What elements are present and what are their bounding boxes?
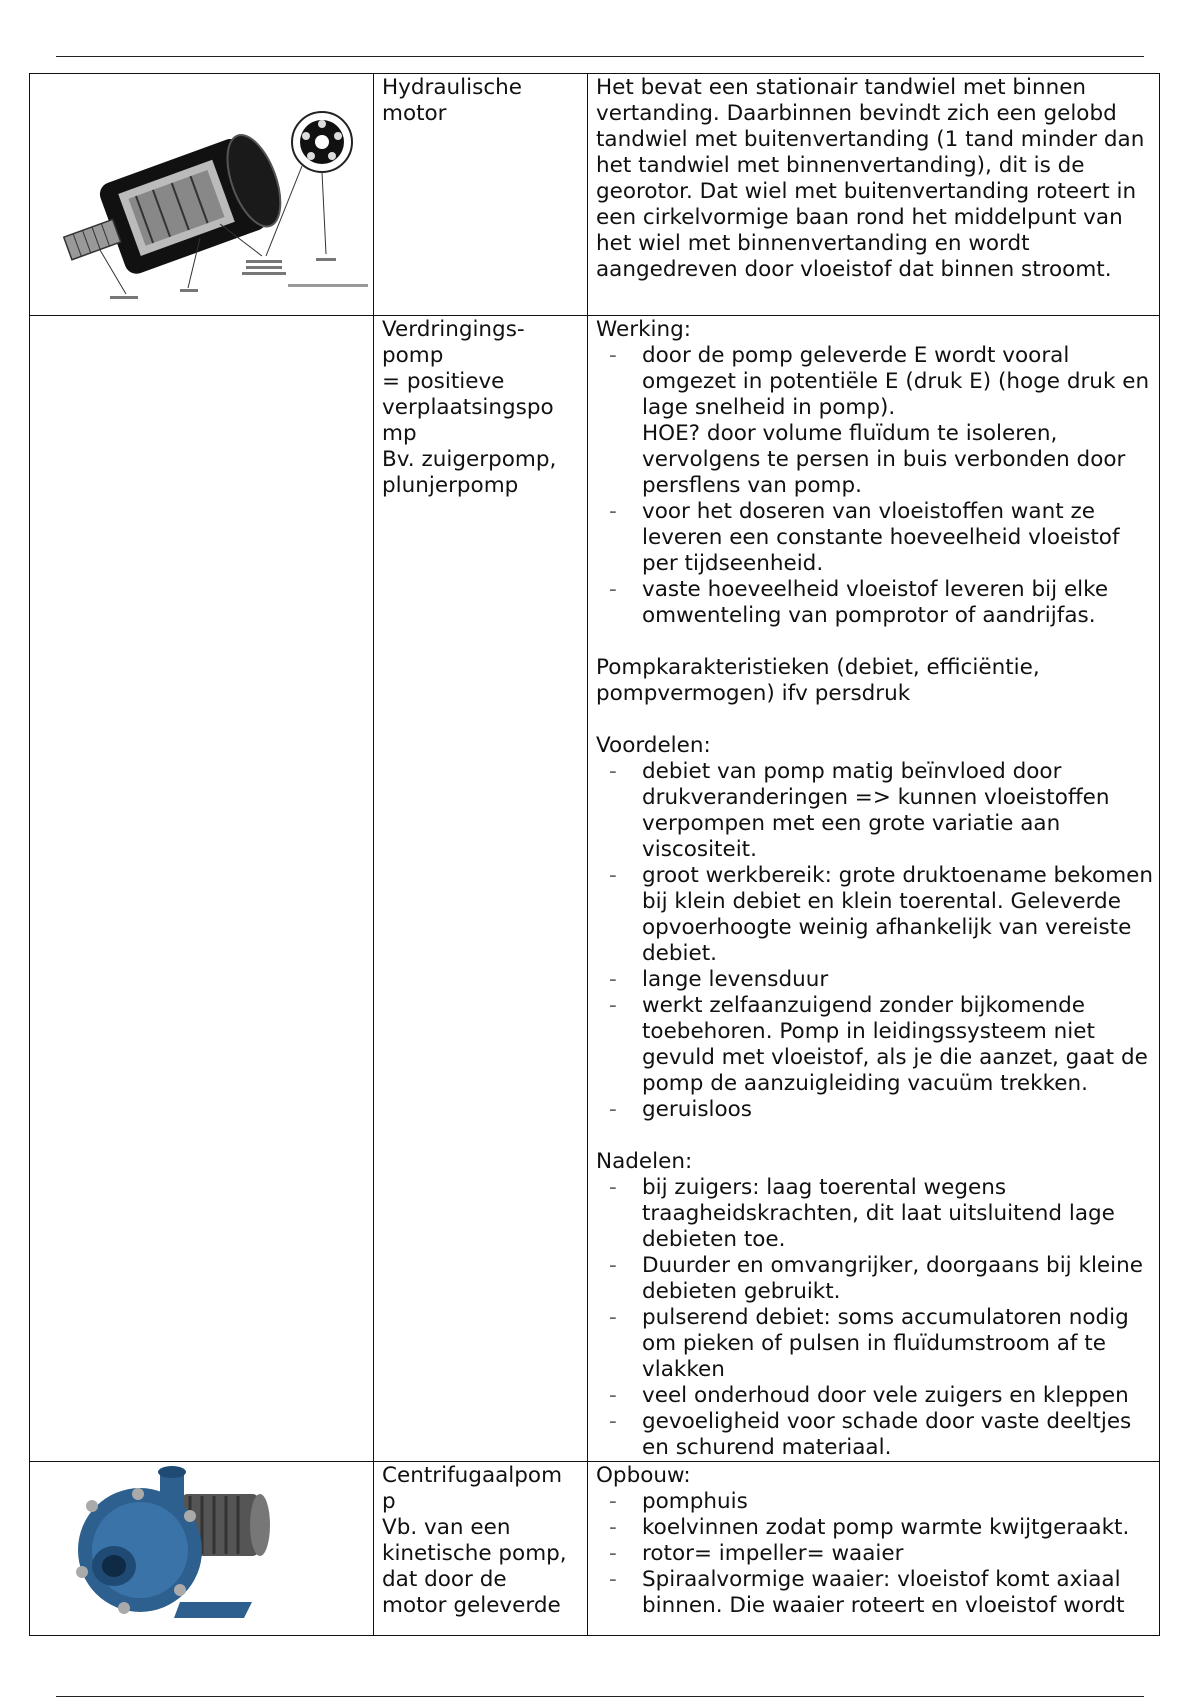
list-item: - pomphuis	[596, 1489, 1155, 1515]
centrifugal-pump-photo	[30, 1462, 374, 1628]
list-item: - Spiraalvormige waaier: vloeistof komt axiaal binnen. Die waaier roteert en vloeistof wordt	[596, 1567, 1155, 1619]
displacement-pump-name-cell	[374, 316, 588, 1462]
hydraulic-motor-description-cell	[588, 74, 1160, 316]
list-item: - bij zuigers: laag toerental wegens traagheidskrachten, dit laat uitsluitend lage debieten toe.	[596, 1175, 1155, 1253]
pump-name: Hydraulische motor	[382, 75, 523, 126]
pump-table	[29, 73, 1160, 1636]
footer-rule	[56, 1696, 1144, 1697]
hydraulic-motor-image-cell	[30, 74, 374, 316]
list-item: - groot werkbereik: grote druktoename bekomen bij klein debiet en klein toerental. Geleverde opvoerhoogte weinig afhankelijk van vereiste debiet.	[596, 863, 1155, 967]
voordelen-list	[596, 759, 1155, 1123]
centrifugal-pump-description-cell	[588, 1462, 1160, 1636]
werking-list	[596, 343, 1155, 629]
list-item: - veel onderhoud door vele zuigers en kleppen	[596, 1383, 1155, 1409]
displacement-pump-image-cell	[30, 316, 374, 1462]
header-rule	[56, 56, 1144, 57]
table-row	[30, 316, 1160, 1462]
list-item: - door de pomp geleverde E wordt vooral omgezet in potentiële E (druk E) (hoge druk en lage snelheid in pomp). HOE? door volume fluïdum te isoleren, vervolgens te persen in buis verbonden door persflens van pomp.	[596, 343, 1155, 499]
voordelen-label: Voordelen:	[596, 733, 711, 758]
list-item: - voor het doseren van vloeistoffen want ze leveren een constante hoeveelheid vloeistof per tijdseenheid.	[596, 499, 1155, 577]
table-row	[30, 74, 1160, 316]
table-row	[30, 1462, 1160, 1636]
pump-name: Centrifugaalpom p Vb. van een kinetische pomp, dat door de motor geleverde	[382, 1463, 567, 1618]
list-item: - debiet van pomp matig beïnvloed door drukveranderingen => kunnen vloeistoffen verpompen met een grote variatie aan viscositeit.	[596, 759, 1155, 863]
pump-name: Verdringings- pomp = positieve verplaatsingspo mp Bv. zuigerpomp, plunjerpomp	[382, 317, 557, 498]
list-item: - vaste hoeveelheid vloeistof leveren bij elke omwenteling van pomprotor of aandrijfas.	[596, 577, 1155, 629]
werking-label: Werking:	[596, 317, 692, 342]
list-item: - rotor= impeller= waaier	[596, 1541, 1155, 1567]
hydraulic-motor-diagram	[30, 74, 374, 308]
centrifugal-pump-name-cell	[374, 1462, 588, 1636]
description-text: Het bevat een stationair tandwiel met binnen vertanding. Daarbinnen bevindt zich een gelobd tandwiel met buitenvertanding (1 tand minder dan het tandwiel met binnenvertanding), dit is de georotor. Dat wiel met buitenvertanding roteert in een cirkelvormige baan rond het middelpunt van het wiel met binnenvertanding en wordt aangedreven door vloeistof dat binnen stroomt.	[596, 75, 1145, 282]
list-item: - pulserend debiet: soms accumulatoren nodig om pieken of pulsen in fluïdumstroom af te vlakken	[596, 1305, 1155, 1383]
nadelen-list	[596, 1175, 1155, 1461]
karakteristieken-text: Pompkarakteristieken (debiet, efficiëntie, pompvermogen) ifv persdruk	[596, 655, 1040, 706]
list-item: - werkt zelfaanzuigend zonder bijkomende toebehoren. Pomp in leidingssysteem niet gevuld met vloeistof, als je die aanzet, gaat de pomp de aanzuigleiding vacuüm trekken.	[596, 993, 1155, 1097]
opbouw-label: Opbouw:	[596, 1463, 691, 1488]
list-item: - Duurder en omvangrijker, doorgaans bij kleine debieten gebruikt.	[596, 1253, 1155, 1305]
displacement-pump-description-cell	[588, 316, 1160, 1462]
hydraulic-motor-name-cell	[374, 74, 588, 316]
list-item: - lange levensduur	[596, 967, 1155, 993]
list-item: - gevoeligheid voor schade door vaste deeltjes en schurend materiaal.	[596, 1409, 1155, 1461]
list-item: - koelvinnen zodat pomp warmte kwijtgeraakt.	[596, 1515, 1155, 1541]
nadelen-label: Nadelen:	[596, 1149, 693, 1174]
list-item: - geruisloos	[596, 1097, 1155, 1123]
opbouw-list	[596, 1489, 1155, 1619]
centrifugal-pump-image-cell	[30, 1462, 374, 1636]
